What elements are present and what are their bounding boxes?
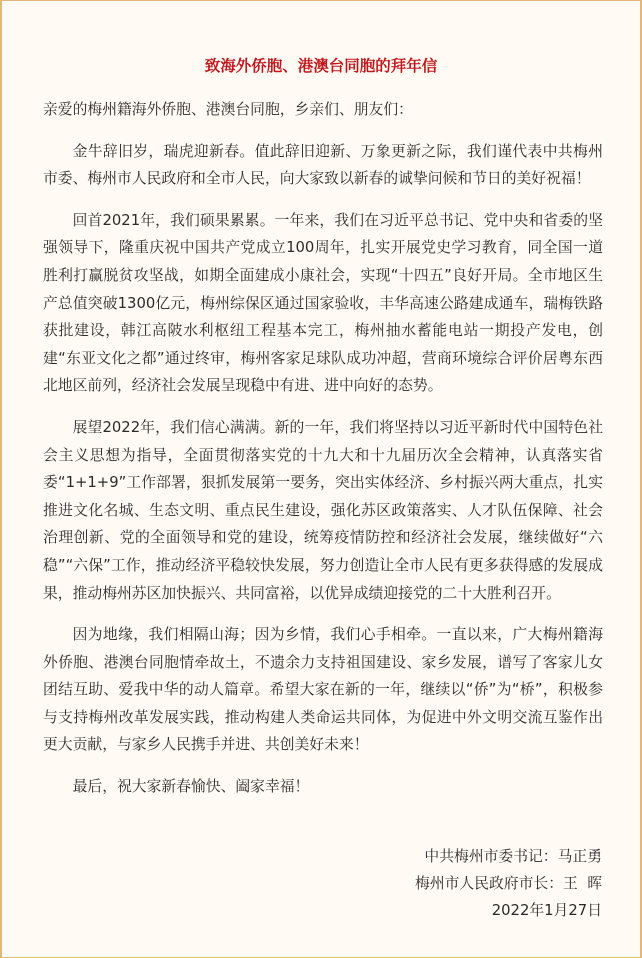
signature-mayor: 梅州市人民政府市长：王 晖 [415, 875, 602, 892]
letter-title: 致海外侨胞、港澳台同胞的拜年信 [204, 57, 438, 75]
paragraph-closing-wish: 最后，祝大家新春愉快、阖家幸福！ [72, 778, 310, 796]
letter-body [43, 96, 603, 815]
signature-block [415, 843, 602, 924]
page-border-top [0, 0, 642, 1]
paragraph-hometown-ties: 因为地缘，我们相隔山海；因为乡情，我们心手相牵。一直以来，广大梅州籍海外侨胞、港澳台同胞情牵故土，不遗余力支持祖国建设、家乡发展，谱写了客家儿女团结互助、爱我中华的动人篇章。希望大家在新的一年，继续以“侨”为“桥”，积极参与支持梅州改革发展实践，推动构建人类命运共同体，为促进中外文明交流互鉴作出更大贡献，与家乡人民携手并进、共创美好未来！ [43, 626, 603, 754]
paragraph-outlook-2022: 展望2022年，我们信心满满。新的一年，我们将坚持以习近平新时代中国特色社会主义思想为指导，全面贯彻落实党的十九大和十九届历次全会精神，认真落实省委“1+1+9”工作部署，狠抓发展第一要务，突出实体经济、乡村振兴两大重点，扎实推进文化名城、生态文明、重点民生建设，强化苏区政策落实、人才队伍保障、社会治理创新、党的全面领导和党的建设，统筹疫情防控和经济社会发展，继续做好“六稳”“六保”工作，推动经济平稳较快发展，努力创造让全市人民有更多获得感的发展成果，推动梅州苏区加快振兴、共同富裕，以优异成绩迎接党的二十大胜利召开。 [43, 418, 603, 602]
paragraph-greeting: 金牛辞旧岁，瑞虎迎新春。值此辞旧迎新、万象更新之际，我们谨代表中共梅州市委、梅州市人民政府和全市人民，向大家致以新春的诚挚问候和节日的美好祝福！ [43, 142, 603, 188]
signature-party-secretary: 中共梅州市委书记：马正勇 [424, 848, 602, 865]
salutation: 亲爱的梅州籍海外侨胞、港澳台同胞，乡亲们、朋友们： [43, 101, 413, 118]
page-border-left [0, 0, 2, 958]
paragraph-review-2021: 回首2021年，我们硕果累累。一年来，我们在习近平总书记、党中央和省委的坚强领导下，隆重庆祝中国共产党成立100周年，扎实开展党史学习教育，同全国一道胜利打赢脱贫攻坚战，如期全面建成小康社会，实现“十四五”良好开局。全市地区生产总值突破1300亿元，梅州综保区通过国家验收，丰华高速公路建成通车，瑞梅铁路获批建设，韩江高陂水利枢纽工程基本完工，梅州抽水蓄能电站一期投产发电，创建“东亚文化之都”通过终审，梅州客家足球队成功冲超，营商环境综合评价居粤东西北地区前列，经济社会发展呈现稳中有进、进中向好的态势。 [43, 211, 603, 395]
signature-date: 2022年1月27日 [491, 902, 602, 919]
